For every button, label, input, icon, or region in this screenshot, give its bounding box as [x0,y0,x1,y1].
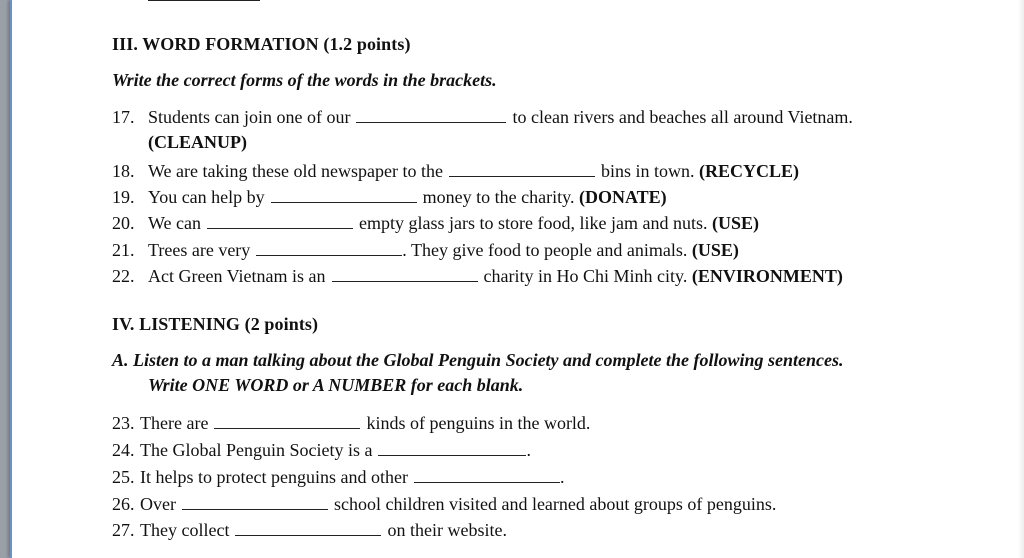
question-text-after: money to the charity. [422,187,575,207]
question-text-after: kinds of penguins in the world. [366,413,591,433]
question-18 [112,161,799,182]
keyword: (ENVIRONMENT) [691,266,843,286]
question-text-before: We are taking these old newspaper to the [148,161,443,181]
question-25 [112,467,564,488]
keyword: (RECYCLE) [698,161,799,181]
section-3-instruction: Write the correct forms of the words in the brackets. [112,70,497,90]
question-text-before: It helps to protect penguins and other [140,467,408,487]
question-number: 22. [112,266,135,286]
answer-blank[interactable] [214,414,360,429]
question-number: 25. [112,467,135,487]
question-text-before: They collect [140,520,230,540]
question-number: 19. [112,187,135,207]
keyword: (USE) [711,213,759,233]
question-20 [112,213,759,234]
answer-blank[interactable] [356,108,506,123]
question-27 [112,520,507,541]
question-26 [112,494,776,515]
question-17 [112,107,853,128]
question-text-after: school children visited and learned about groups of penguins. [333,494,777,514]
question-19 [112,187,667,208]
question-text-after: . [526,440,531,460]
question-text-after: bins in town. [600,161,695,181]
section-4-heading: IV. LISTENING (2 points) [112,314,319,334]
question-text-before: There are [140,413,209,433]
question-text-before: Over [140,494,176,514]
question-text-before: We can [148,213,202,233]
question-number: 23. [112,413,135,433]
answer-blank[interactable] [235,521,381,536]
question-text-before: You can help by [148,187,265,207]
answer-blank[interactable] [332,267,478,282]
keyword: (USE) [691,240,739,260]
section-4-instruction-line-1: A. Listen to a man talking about the Global Penguin Society and complete the following sentences. [112,350,844,370]
question-23 [112,413,590,434]
top-rule [148,0,260,1]
answer-blank[interactable] [207,214,353,229]
question-text-before: Students can join one of our [148,107,351,127]
answer-blank[interactable] [449,162,595,177]
question-21 [112,240,739,261]
question-text-after: to clean rivers and beaches all around Vietnam. [512,107,853,127]
question-text-after: charity in Ho Chi Minh city. [483,266,688,286]
keyword: (DONATE) [578,187,667,207]
question-text-after: on their website. [387,520,507,540]
question-number: 27. [112,520,135,540]
question-text-before: The Global Penguin Society is a [140,440,373,460]
question-number: 20. [112,213,135,233]
question-24 [112,440,531,461]
question-number: 26. [112,494,135,514]
answer-blank[interactable] [414,468,560,483]
question-text-after: . They give food to people and animals. [402,240,688,260]
question-text-after: empty glass jars to store food, like jam and nuts. [359,213,708,233]
answer-blank[interactable] [256,241,402,256]
answer-blank[interactable] [271,188,417,203]
question-17-keyword: (CLEANUP) [148,132,247,152]
section-3-heading: III. WORD FORMATION (1.2 points) [112,34,411,54]
document-page [10,0,1024,558]
answer-blank[interactable] [182,495,328,510]
question-text-after: . [559,467,565,487]
question-number: 21. [112,240,135,260]
question-number: 17. [112,107,135,127]
question-text-before: Trees are very [148,240,251,260]
question-22 [112,266,843,287]
question-text-before: Act Green Vietnam is an [148,266,326,286]
answer-blank[interactable] [378,441,526,456]
section-4-instruction-line-2: Write ONE WORD or A NUMBER for each blank. [148,375,524,395]
page-edge-shadow [1018,0,1024,558]
question-number: 24. [112,440,135,460]
question-number: 18. [112,161,135,181]
